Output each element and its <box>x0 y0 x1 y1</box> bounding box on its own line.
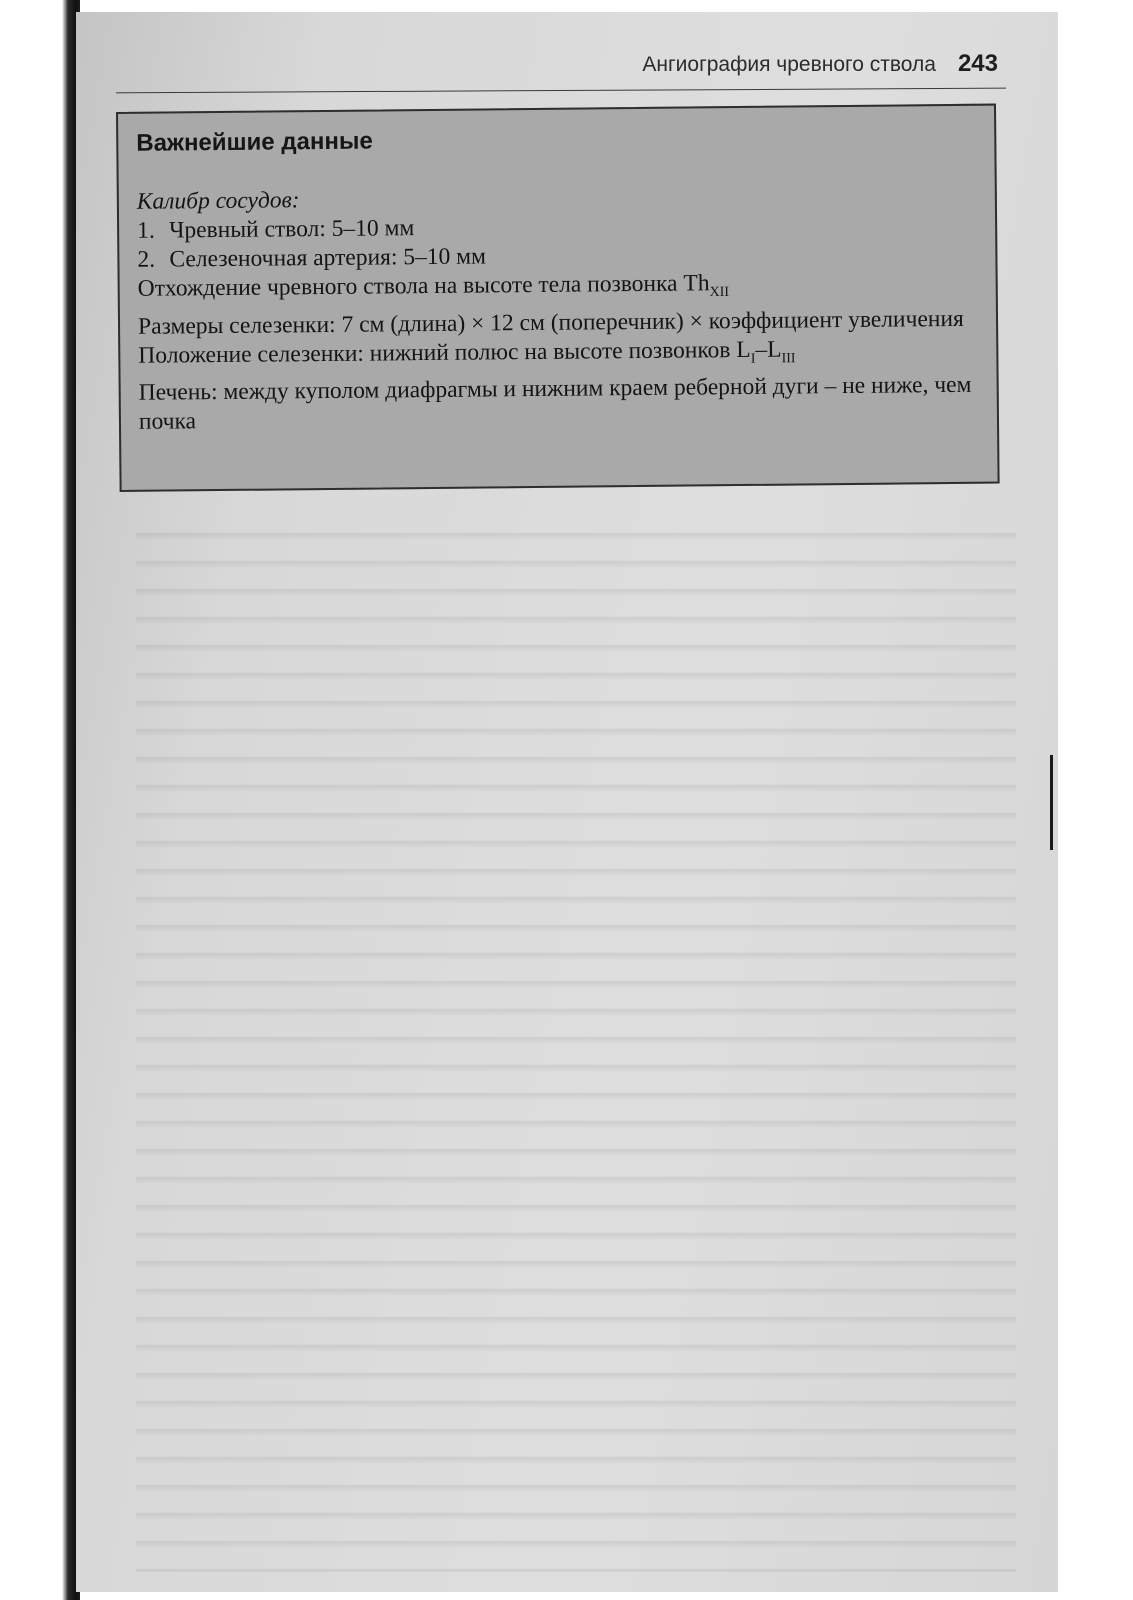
origin-text: Отхождение чревного ствола на высоте тела позвонка Th <box>137 270 710 302</box>
key-box-title: Важнейшие данные <box>136 127 373 157</box>
book-page <box>76 12 1058 1592</box>
range-dash: –L <box>755 336 782 363</box>
liver-line: Печень: между куполом диафрагмы и нижним краем реберной дуги – не ниже, чем почка <box>138 372 972 436</box>
caliber-heading: Калибр сосудов: <box>136 187 300 215</box>
page-number: 243 <box>957 50 998 77</box>
list-number: 1. <box>137 217 155 244</box>
subscript-one: I <box>750 351 756 367</box>
list-number: 2. <box>137 246 156 273</box>
origin-subscript: XII <box>709 284 730 300</box>
running-header <box>642 50 998 78</box>
subscript-three: III <box>781 350 796 366</box>
list-text: Селезеночная артерия: 5–10 мм <box>169 243 487 273</box>
header-title: Ангиография чревного ствола <box>642 53 936 76</box>
spleen-size-line: Размеры селезенки: 7 см (длина) × 12 см (поперечник) × коэффициент увеличения <box>137 305 964 340</box>
page-edge-mark <box>1050 755 1053 850</box>
key-data-box <box>116 104 1000 492</box>
bleed-through-text <box>136 512 1016 1572</box>
spleen-position-text: Положение селезенки: нижний полюс на высоте позвонков L <box>138 336 751 369</box>
header-rule <box>116 88 1006 94</box>
list-text: Чревный ствол: 5–10 мм <box>169 215 415 244</box>
book-binding <box>0 0 80 1600</box>
